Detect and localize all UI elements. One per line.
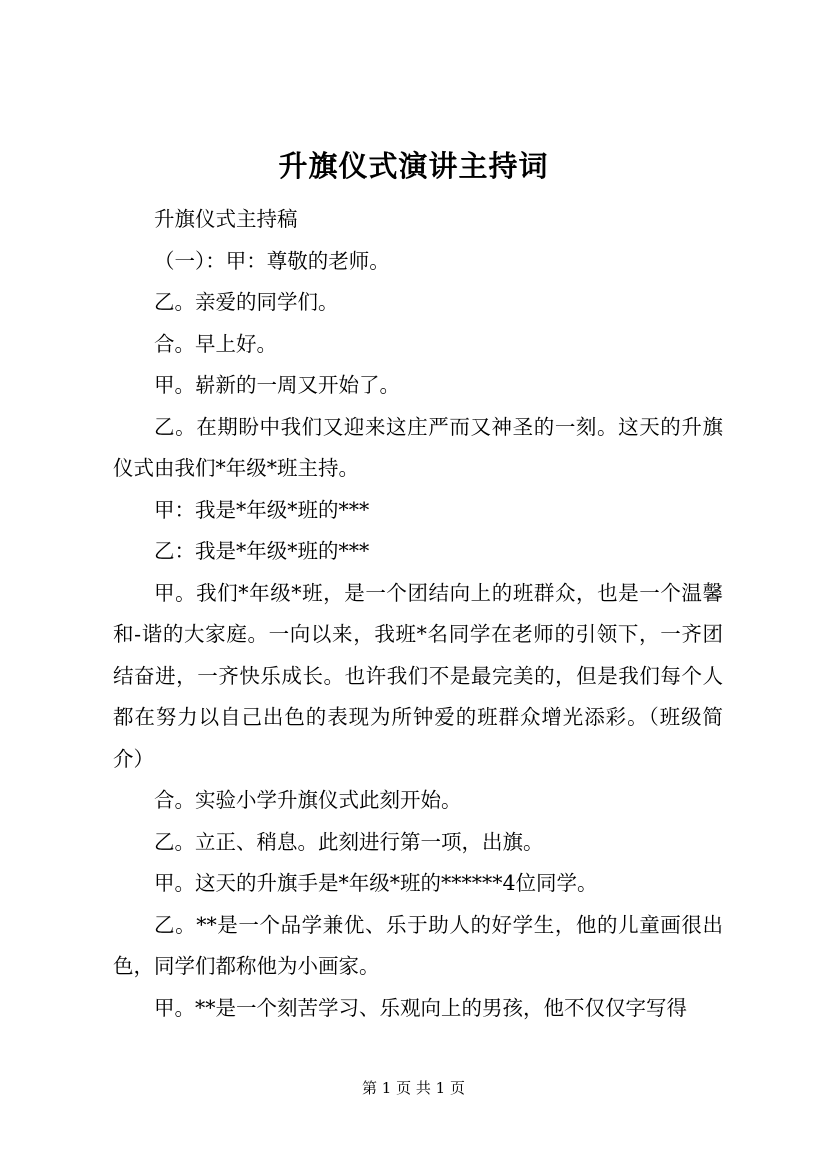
paragraph: 乙。在期盼中我们又迎来这庄严而又神圣的一刻。这天的升旗仪式由我们*年级*班主持。 [113,414,723,480]
paragraph: 乙。亲爱的同学们。 [154,290,339,314]
paragraph: 乙。立正、稍息。此刻进行第一项，出旗。 [154,829,544,854]
document-body [113,199,723,1029]
paragraph: （一）：甲：尊敬的老师。 [154,248,390,273]
paragraph: 升旗仪式主持稿 [154,207,298,231]
paragraph: 甲。我们*年级*班，是一个团结向上的班群众，也是一个温馨和-谐的大家庭。一向以来，我班*名同学在老师的引领下，一齐团结奋进，一齐快乐成长。也许我们不是最完美的，但是我们每个人都在努力以自己出色的表现为所钟爱的班群众增光添彩。（班级简介） [113,580,723,771]
paragraph: 乙：我是*年级*班的*** [154,539,370,563]
paragraph: 甲。这天的升旗手是*年级*班的******4位同学。 [154,871,598,895]
paragraph: 甲。**是一个刻苦学习、乐观向上的男孩，他不仅仅字写得 [154,995,687,1020]
page-title: 升旗仪式演讲主持词 [278,149,549,183]
paragraph: 甲。崭新的一周又开始了。 [154,373,400,397]
paragraph: 合。早上好。 [154,331,277,356]
page-footer: 第 1 页 共 1 页 [362,1079,465,1097]
paragraph: 合。实验小学升旗仪式此刻开始。 [154,788,462,812]
paragraph: 乙。**是一个品学兼优、乐于助人的好学生，他的儿童画很出色，同学们都称他为小画家。 [113,912,723,978]
paragraph: 甲：我是*年级*班的*** [154,497,370,522]
